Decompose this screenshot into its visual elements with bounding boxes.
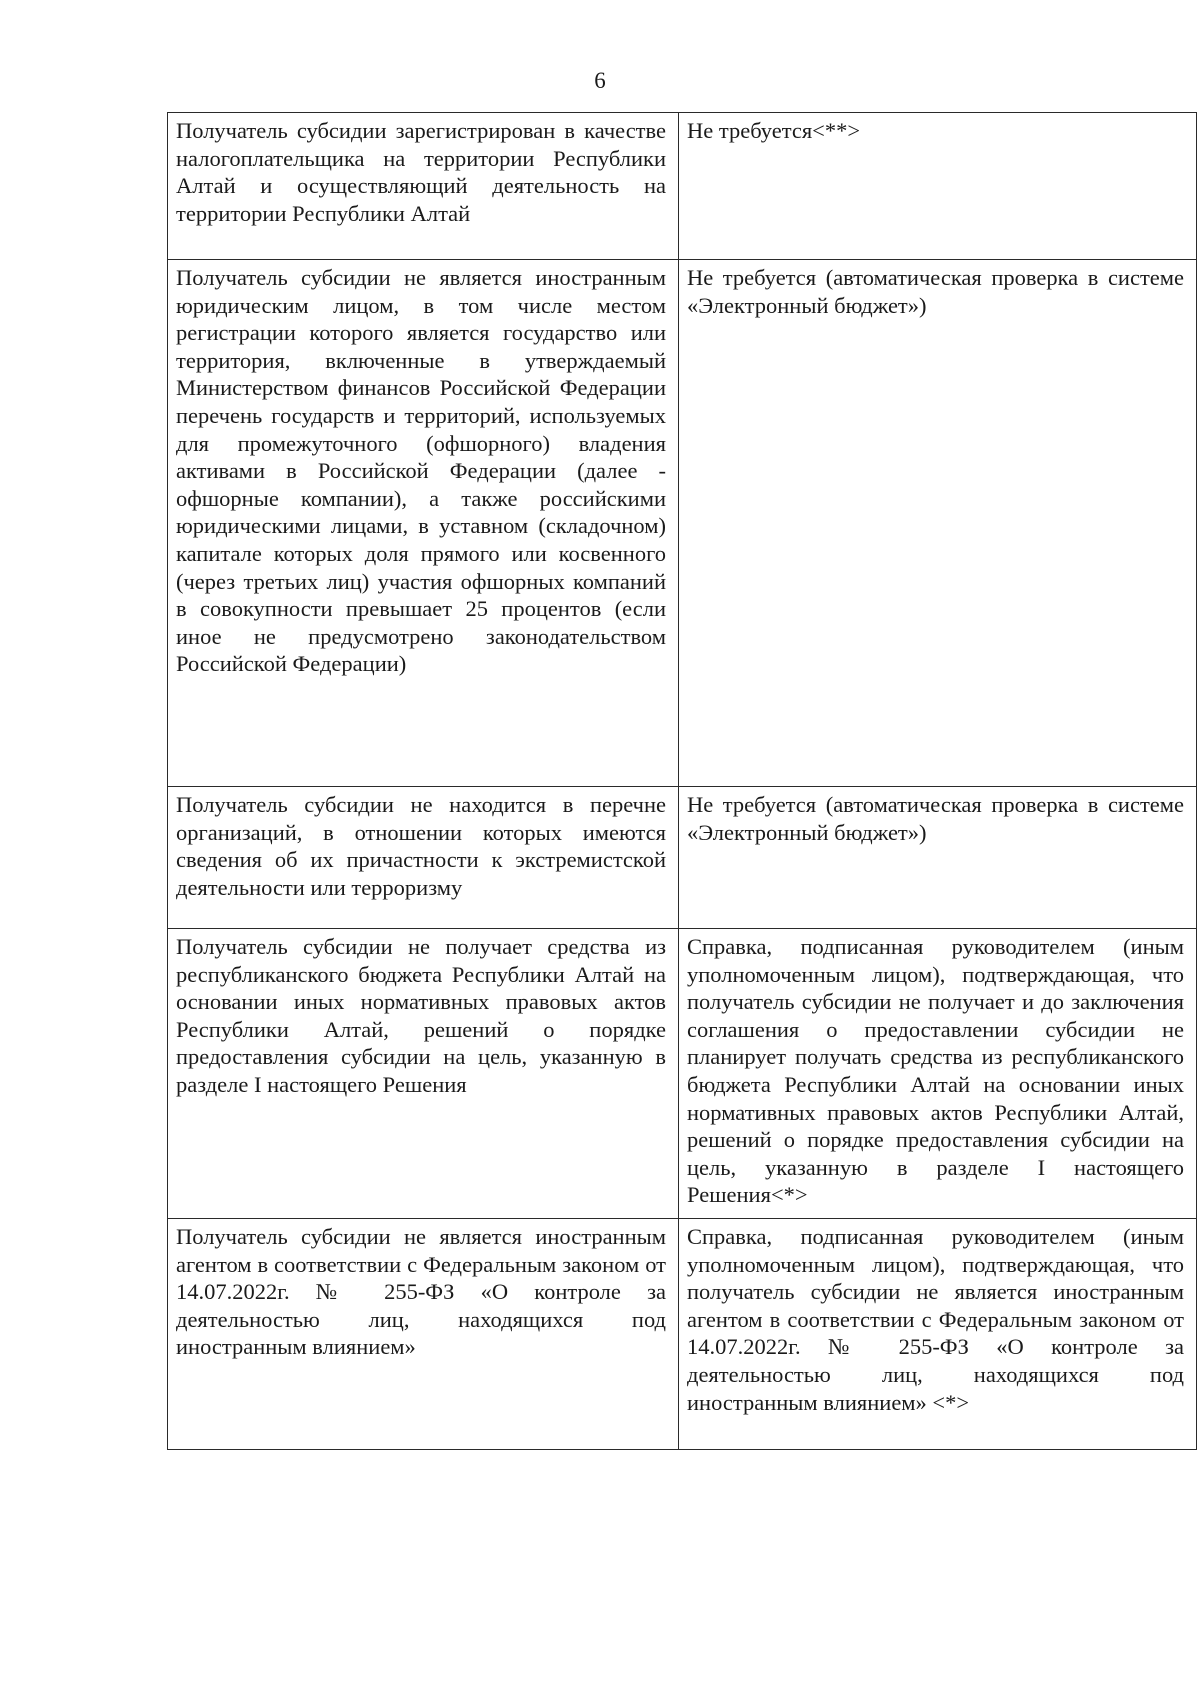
table-row bbox=[168, 1219, 1197, 1450]
condition-cell: Получатель субсидии зарегистрирован в качестве налогоплательщика на территории Республики Алтай и осуществляющий деятельность на территории Республики Алтай bbox=[168, 113, 679, 260]
document-cell: Не требуется<**> bbox=[679, 113, 1197, 260]
condition-cell: Получатель субсидии не является иностранным юридическим лицом, в том числе местом регистрации которого является государство или территория, включенные в утверждаемый Министерством финансов Российской Федерации перечень государств и территорий, используемых для промежуточного (офшорного) владения активами в Российской Федерации (далее - офшорные компании), а также российскими юридическими лицами, в уставном (складочном) капитале которых доля прямого или косвенного (через третьих лиц) участия офшорных компаний в совокупности превышает 25 процентов (если иное не предусмотрено законодательством Российской Федерации) bbox=[168, 260, 679, 787]
condition-cell: Получатель субсидии не получает средства из республиканского бюджета Республики Алтай на основании иных нормативных правовых актов Республики Алтай, решений о порядке предоставления субсидии на цель, указанную в разделе I настоящего Решения bbox=[168, 929, 679, 1219]
document-cell: Не требуется (автоматическая проверка в системе «Электронный бюджет») bbox=[679, 260, 1197, 787]
condition-cell: Получатель субсидии не является иностранным агентом в соответствии с Федеральным законом от 14.07.2022г. № 255-ФЗ «О контроле за деятельностью лиц, находящихся под иностранным влиянием» bbox=[168, 1219, 679, 1450]
page-number: 6 bbox=[594, 68, 606, 93]
document-cell: Не требуется (автоматическая проверка в системе «Электронный бюджет») bbox=[679, 787, 1197, 929]
condition-cell: Получатель субсидии не находится в перечне организаций, в отношении которых имеются сведения об их причастности к экстремистской деятельности или терроризму bbox=[168, 787, 679, 929]
table-row bbox=[168, 787, 1197, 929]
requirements-table bbox=[167, 112, 1197, 1450]
table-row bbox=[168, 113, 1197, 260]
table-row bbox=[168, 260, 1197, 787]
document-cell: Справка, подписанная руководителем (иным уполномоченным лицом), подтверждающая, что получатель субсидии не получает и до заключения соглашения о предоставлении субсидии не планирует получать средства из республиканского бюджета Республики Алтай на основании иных нормативных правовых актов Республики Алтай, решений о порядке предоставления субсидии на цель, указанную в разделе I настоящего Решения<*> bbox=[679, 929, 1197, 1219]
table-row bbox=[168, 929, 1197, 1219]
document-cell: Справка, подписанная руководителем (иным уполномоченным лицом), подтверждающая, что получатель субсидии не является иностранным агентом в соответствии с Федеральным законом от 14.07.2022г. № 255-ФЗ «О контроле за деятельностью лиц, находящихся под иностранным влиянием» <*> bbox=[679, 1219, 1197, 1450]
